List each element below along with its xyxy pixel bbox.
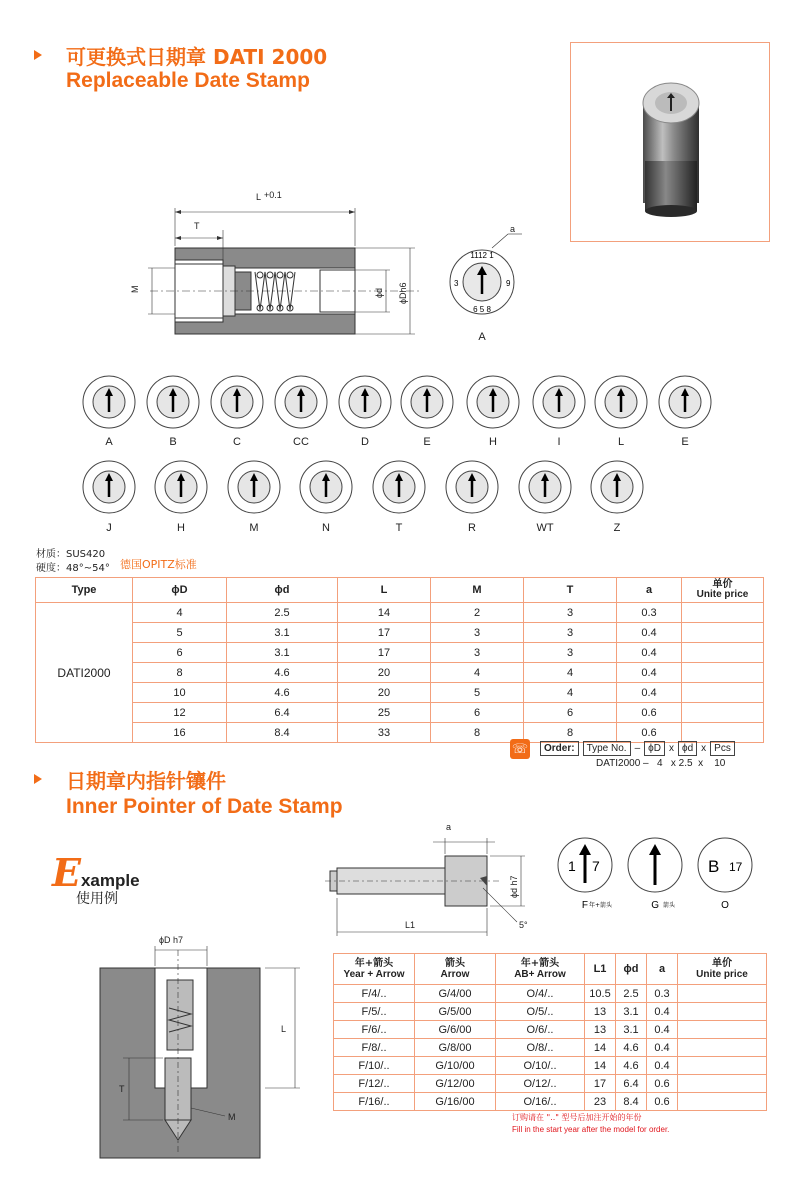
face-F-sub: 年+箭头 xyxy=(589,902,613,909)
table-cell xyxy=(682,723,764,743)
table-cell xyxy=(678,1039,767,1057)
header-en: AB+ Arrow xyxy=(514,969,566,980)
table-cell: 6.4 xyxy=(616,1075,647,1093)
table-cell: F/5/.. xyxy=(334,1003,415,1021)
order-x1: x xyxy=(668,743,674,754)
table-cell: 3.1 xyxy=(227,623,338,643)
svg-text:9: 9 xyxy=(506,279,511,288)
dial-row-1 xyxy=(70,365,750,453)
table-row xyxy=(36,723,764,743)
table-cell: F/4/.. xyxy=(334,985,415,1003)
header-price-en: Unite price xyxy=(696,589,749,600)
table-cell: F/10/.. xyxy=(334,1057,415,1075)
table-cell: 17 xyxy=(585,1075,616,1093)
order-icon: ☏ xyxy=(510,739,530,759)
type-cell: DATI2000 xyxy=(36,603,133,743)
header-en: Year + Arrow xyxy=(343,969,405,980)
order-example: DATI2000 – 4 x 2.5 x 10 xyxy=(596,758,726,769)
table-cell: 0.4 xyxy=(617,623,682,643)
dim-M-label: M xyxy=(130,285,140,293)
table-cell: 0.6 xyxy=(647,1075,678,1093)
table-cell: 3.1 xyxy=(616,1021,647,1039)
header-type: Type xyxy=(36,578,133,603)
table-row xyxy=(334,1021,767,1039)
table-cell: G/16/00 xyxy=(415,1093,496,1111)
pointer-a-label: a xyxy=(446,822,452,832)
table-cell: 2 xyxy=(431,603,524,623)
table-cell: 17 xyxy=(338,623,431,643)
dial-label-m: M xyxy=(249,522,259,534)
header-d: ϕd xyxy=(227,578,338,603)
header-L: L xyxy=(338,578,431,603)
table-cell: 4.6 xyxy=(616,1057,647,1075)
table-cell: 0.6 xyxy=(617,723,682,743)
table-cell: 4 xyxy=(431,663,524,683)
table-cell: 8 xyxy=(431,723,524,743)
svg-text:3: 3 xyxy=(454,279,459,288)
table-cell: 14 xyxy=(338,603,431,623)
dial-label-c: C xyxy=(233,436,241,448)
face-G-label: G xyxy=(651,900,659,911)
pointer-table xyxy=(333,953,767,1111)
order-type-no: Type No. xyxy=(583,741,631,756)
table-cell: 16 xyxy=(133,723,227,743)
dial-label-l: L xyxy=(617,436,625,448)
section1-title-en: Replaceable Date Stamp xyxy=(66,69,310,92)
dim-T-label: T xyxy=(194,221,200,231)
table-cell: 10.5 xyxy=(585,985,616,1003)
dial-label-i: I xyxy=(557,436,561,448)
table-cell: 4.6 xyxy=(227,683,338,703)
table-cell: G/8/00 xyxy=(415,1039,496,1057)
table-cell: 13 xyxy=(585,1021,616,1039)
table-cell xyxy=(678,1003,767,1021)
table-cell: 5 xyxy=(431,683,524,703)
header-M: M xyxy=(431,578,524,603)
order-sep: – xyxy=(634,743,641,754)
svg-text:17: 17 xyxy=(729,860,743,874)
face-G-sub: 箭头 xyxy=(663,902,676,909)
table-row xyxy=(36,603,764,623)
table-cell: 0.4 xyxy=(647,1039,678,1057)
table-cell: 20 xyxy=(338,663,431,683)
order-x2: x xyxy=(701,743,707,754)
header-cn: 年+箭头 xyxy=(520,958,560,969)
table-cell: 10 xyxy=(133,683,227,703)
table-row xyxy=(36,663,764,683)
example-drawing xyxy=(95,930,315,1160)
dial-label-r: R xyxy=(468,522,476,534)
table-cell: 4 xyxy=(524,663,617,683)
table-row xyxy=(334,1075,767,1093)
table-cell: F/6/.. xyxy=(334,1021,415,1039)
dial-label-t: T xyxy=(395,522,403,534)
table-cell: 14 xyxy=(585,1057,616,1075)
dim-L-tolerance: +0.1 xyxy=(264,190,282,200)
header-en: Unite price xyxy=(696,969,748,980)
table-cell: 8 xyxy=(133,663,227,683)
dial-label-h2: H xyxy=(177,522,185,534)
order-note-en: Fill in the start year after the model for order. xyxy=(512,1125,670,1134)
table-cell: O/12/.. xyxy=(496,1075,585,1093)
order-pcs: Pcs xyxy=(710,741,735,756)
header-en: Arrow xyxy=(440,969,470,980)
dial-label-a: A xyxy=(105,436,113,448)
header-cn: 年+箭头 xyxy=(354,958,394,969)
table-row xyxy=(334,985,767,1003)
example-L-label: L xyxy=(281,1024,287,1034)
header-arrow xyxy=(415,954,496,985)
table-cell: O/16/.. xyxy=(496,1093,585,1111)
dial-label-h: H xyxy=(489,436,497,448)
table-cell: 4 xyxy=(524,683,617,703)
table-cell: 4.6 xyxy=(227,663,338,683)
table-cell xyxy=(678,1057,767,1075)
table-cell: G/5/00 xyxy=(415,1003,496,1021)
order-note-cn: 订购请在 ".." 型号后加注开始的年份 xyxy=(512,1113,642,1122)
table-cell xyxy=(678,1021,767,1039)
header-year-arrow xyxy=(334,954,415,985)
table-cell: 17 xyxy=(338,643,431,663)
table-cell: G/12/00 xyxy=(415,1075,496,1093)
table-cell: 0.3 xyxy=(647,985,678,1003)
dim-d-label: ϕd xyxy=(374,287,384,298)
table-cell xyxy=(678,1093,767,1111)
dim-L-label: L xyxy=(256,192,262,202)
table-cell: 0.4 xyxy=(617,683,682,703)
product-photo xyxy=(570,42,770,242)
table-cell: 8.4 xyxy=(227,723,338,743)
table-header-row xyxy=(36,578,764,603)
table-cell: 13 xyxy=(585,1003,616,1021)
header-T: T xyxy=(524,578,617,603)
face-F-label: F xyxy=(581,900,588,911)
table-cell: 0.4 xyxy=(647,1021,678,1039)
order-label: Order: xyxy=(540,741,579,756)
table-cell: 0.4 xyxy=(617,643,682,663)
table-cell xyxy=(682,643,764,663)
table-cell: 2.5 xyxy=(227,603,338,623)
header-L1: L1 xyxy=(585,954,616,985)
table-cell: 4.6 xyxy=(616,1039,647,1057)
table-cell xyxy=(682,623,764,643)
pointer-dh7-label: ϕd h7 xyxy=(509,875,519,898)
header-price xyxy=(678,954,767,985)
pointer-angle-label: 5° xyxy=(519,920,528,930)
header-price xyxy=(682,578,764,603)
svg-text:1: 1 xyxy=(568,858,576,874)
pointer-faces xyxy=(555,825,775,915)
example-T-label: T xyxy=(119,1084,125,1094)
table-cell: 0.4 xyxy=(617,663,682,683)
dial-label-b: B xyxy=(169,436,177,448)
dim-a-label: a xyxy=(510,224,516,234)
example-M-label: M xyxy=(228,1112,236,1122)
table-row xyxy=(36,623,764,643)
table-cell: 3 xyxy=(431,623,524,643)
standard-text: 德国OPITZ标准 xyxy=(120,558,197,571)
table-cell: G/6/00 xyxy=(415,1021,496,1039)
dial-label-n: N xyxy=(322,522,330,534)
table-cell: O/5/.. xyxy=(496,1003,585,1021)
example-rest: xample xyxy=(80,871,140,890)
table-cell: F/12/.. xyxy=(334,1075,415,1093)
header-a: a xyxy=(647,954,678,985)
example-Dh7-label: ϕD h7 xyxy=(159,935,184,945)
section2-title-en: Inner Pointer of Date Stamp xyxy=(66,795,343,818)
table-cell: F/8/.. xyxy=(334,1039,415,1057)
stamp-section-drawing xyxy=(120,180,450,350)
table-cell: 20 xyxy=(338,683,431,703)
order-line xyxy=(540,741,735,756)
table-row xyxy=(36,703,764,723)
section-marker-icon xyxy=(34,50,42,60)
header-cn: 单价 xyxy=(712,958,732,969)
section1-title-cn: 可更换式日期章 DATI 2000 xyxy=(66,45,328,69)
table-cell: 3 xyxy=(524,603,617,623)
table-row xyxy=(334,1039,767,1057)
header-price-cn: 单价 xyxy=(712,579,733,590)
dial-label-z: Z xyxy=(613,522,621,534)
table-cell: 0.6 xyxy=(617,703,682,723)
table-cell: 3 xyxy=(431,643,524,663)
table-row xyxy=(36,643,764,663)
section-marker-icon xyxy=(34,774,42,784)
header-d: ϕd xyxy=(616,954,647,985)
header-cn: 箭头 xyxy=(445,958,465,969)
table-cell: 3.1 xyxy=(616,1003,647,1021)
order-D: ϕD xyxy=(644,741,665,756)
header-a: a xyxy=(617,578,682,603)
face-O-label: O xyxy=(721,900,729,911)
pointer-L1-label: L1 xyxy=(405,920,416,930)
svg-text:6 5 8: 6 5 8 xyxy=(473,305,491,314)
table-row xyxy=(334,1093,767,1111)
table-cell: 3 xyxy=(524,623,617,643)
table-cell: 0.6 xyxy=(647,1093,678,1111)
table-row xyxy=(334,1057,767,1075)
table-cell: G/10/00 xyxy=(415,1057,496,1075)
table-cell: 4 xyxy=(133,603,227,623)
dial-label-wt: WT xyxy=(536,522,554,534)
table-cell xyxy=(678,1075,767,1093)
table-cell: 0.4 xyxy=(647,1003,678,1021)
table-cell: 14 xyxy=(585,1039,616,1057)
header-ab-arrow xyxy=(496,954,585,985)
table-cell: 3.1 xyxy=(227,643,338,663)
dial-label-d: D xyxy=(361,436,369,448)
example-cn: 使用例 xyxy=(76,891,118,907)
table-cell: G/4/00 xyxy=(415,985,496,1003)
dial-label-j: J xyxy=(106,522,112,534)
table-cell: O/10/.. xyxy=(496,1057,585,1075)
dial-a-caption: A xyxy=(478,331,486,343)
table-cell: 3 xyxy=(524,643,617,663)
table-cell: 8.4 xyxy=(616,1093,647,1111)
table-cell: 6 xyxy=(431,703,524,723)
table-header-row xyxy=(334,954,767,985)
table-cell: F/16/.. xyxy=(334,1093,415,1111)
dial-a-detail xyxy=(440,220,530,345)
table-row xyxy=(36,683,764,703)
pointer-drawing xyxy=(325,818,555,943)
table-cell: 0.3 xyxy=(617,603,682,623)
svg-text:B: B xyxy=(708,857,720,876)
material-text: 材质：SUS420 xyxy=(36,549,106,560)
table-cell: 8 xyxy=(524,723,617,743)
table-cell: 6 xyxy=(524,703,617,723)
table-cell: 33 xyxy=(338,723,431,743)
table-cell: 0.4 xyxy=(647,1057,678,1075)
table-cell: 23 xyxy=(585,1093,616,1111)
example-E: E xyxy=(52,850,81,895)
header-D: ϕD xyxy=(133,578,227,603)
dial-label-e2: E xyxy=(681,436,689,448)
svg-text:7: 7 xyxy=(592,858,600,874)
table-cell: O/4/.. xyxy=(496,985,585,1003)
table-cell: 6.4 xyxy=(227,703,338,723)
order-d: ϕd xyxy=(678,741,697,756)
table-cell xyxy=(678,985,767,1003)
section2-title-cn: 日期章内指针镶件 xyxy=(66,769,226,793)
dial-label-e: E xyxy=(423,436,431,448)
table-cell: 2.5 xyxy=(616,985,647,1003)
table-cell: 12 xyxy=(133,703,227,723)
table-cell: O/8/.. xyxy=(496,1039,585,1057)
table-cell xyxy=(682,603,764,623)
hardness-text: 硬度：48°~54° xyxy=(36,563,110,574)
table-cell xyxy=(682,663,764,683)
table-cell xyxy=(682,683,764,703)
table-cell xyxy=(682,703,764,723)
table-row xyxy=(334,1003,767,1021)
svg-text:1112 1: 1112 1 xyxy=(470,251,494,260)
table-cell: 25 xyxy=(338,703,431,723)
dial-row-2 xyxy=(70,455,670,545)
table-cell: 6 xyxy=(133,643,227,663)
dial-label-cc: CC xyxy=(293,436,309,448)
dim-D-label: ϕDh6 xyxy=(398,282,408,304)
spec-table xyxy=(35,577,764,743)
table-cell: 5 xyxy=(133,623,227,643)
table-cell: O/6/.. xyxy=(496,1021,585,1039)
